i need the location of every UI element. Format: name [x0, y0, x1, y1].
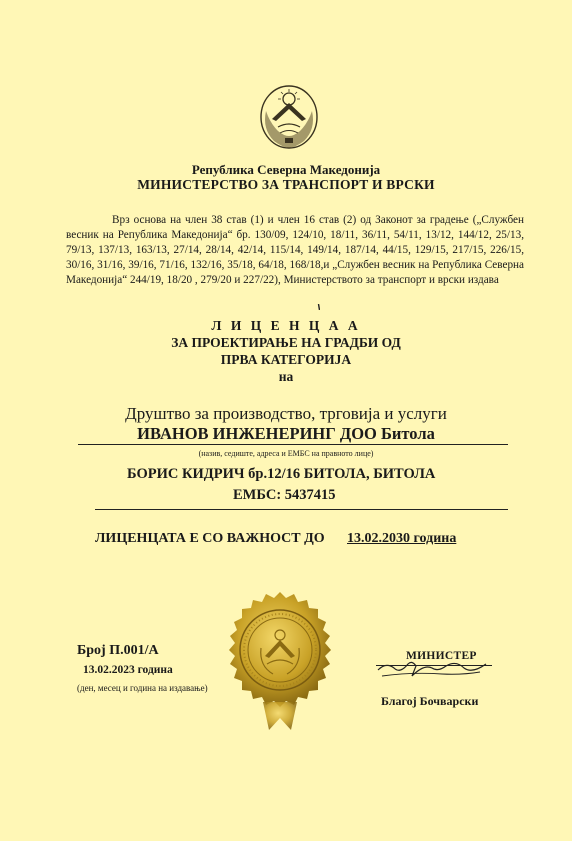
issue-date-caption: (ден, месец и година на издавање) [77, 683, 208, 693]
ink-mark [317, 304, 320, 310]
coat-of-arms-icon [258, 83, 320, 151]
legal-basis-text: Врз основа на член 38 став (1) и член 16 став (2) од Законот за градење („Службен весник на Република Македонија“ бр. 130/09, 124/10, 18/11, 36/11, 54/11, 13/12, 144/12, 25/13, 79/13, 137/13, 163/13, 27/14, 28/14, 42/14, 115/14, 149/14, 187/14, 44/15, 129/15, 217/15, 226/15, 30/16, 31/16, 39/16, 71/16, 132/16, 35/18, 64/18, 168/18,и „Службен весник на Република Северна Македонија“ 244/19, 18/20 , 279/20 и 227/22), Министерството за транспорт и врски издава [66, 214, 524, 286]
validity-date: 13.02.2030 година [347, 531, 457, 546]
handwritten-signature [372, 654, 492, 690]
licence-subtitle-2: ПРВА КАТЕГОРИЈА [220, 352, 352, 367]
gold-seal-icon [223, 590, 337, 730]
minister-name: Благој Бочварски [381, 694, 479, 708]
company-underline [78, 444, 508, 445]
company-embs: ЕМБС: 5437415 [233, 487, 336, 503]
legal-basis-paragraph [66, 213, 524, 288]
republic-name: Република Северна Македонија [191, 162, 381, 177]
company-type: Друштво за производство, трговија и услуги [125, 404, 447, 423]
licence-to: на [278, 369, 294, 384]
company-caption: (назив, седиште, адреса и ЕМБС на правното лице) [198, 449, 374, 458]
minister-label: МИНИСТЕР [406, 650, 477, 662]
licence-title: Л И Ц Е Н Ц А А [211, 318, 361, 333]
licence-number: Број П.001/А [77, 643, 159, 658]
licence-subtitle-1: ЗА ПРОЕКТИРАЊЕ НА ГРАДБИ ОД [171, 335, 401, 350]
validity-label: ЛИЦЕНЦАТА Е СО ВАЖНОСТ ДО [95, 531, 325, 546]
company-name: ИВАНОВ ИНЖЕНЕРИНГ ДОО Битола [137, 424, 435, 443]
ministry-name: МИНИСТЕРСТВО ЗА ТРАНСПОРТ И ВРСКИ [137, 177, 435, 192]
company-address: БОРИС КИДРИЧ бр.12/16 БИТОЛА, БИТОЛА [127, 466, 436, 482]
address-underline [95, 509, 508, 510]
issue-date: 13.02.2023 година [83, 664, 173, 676]
